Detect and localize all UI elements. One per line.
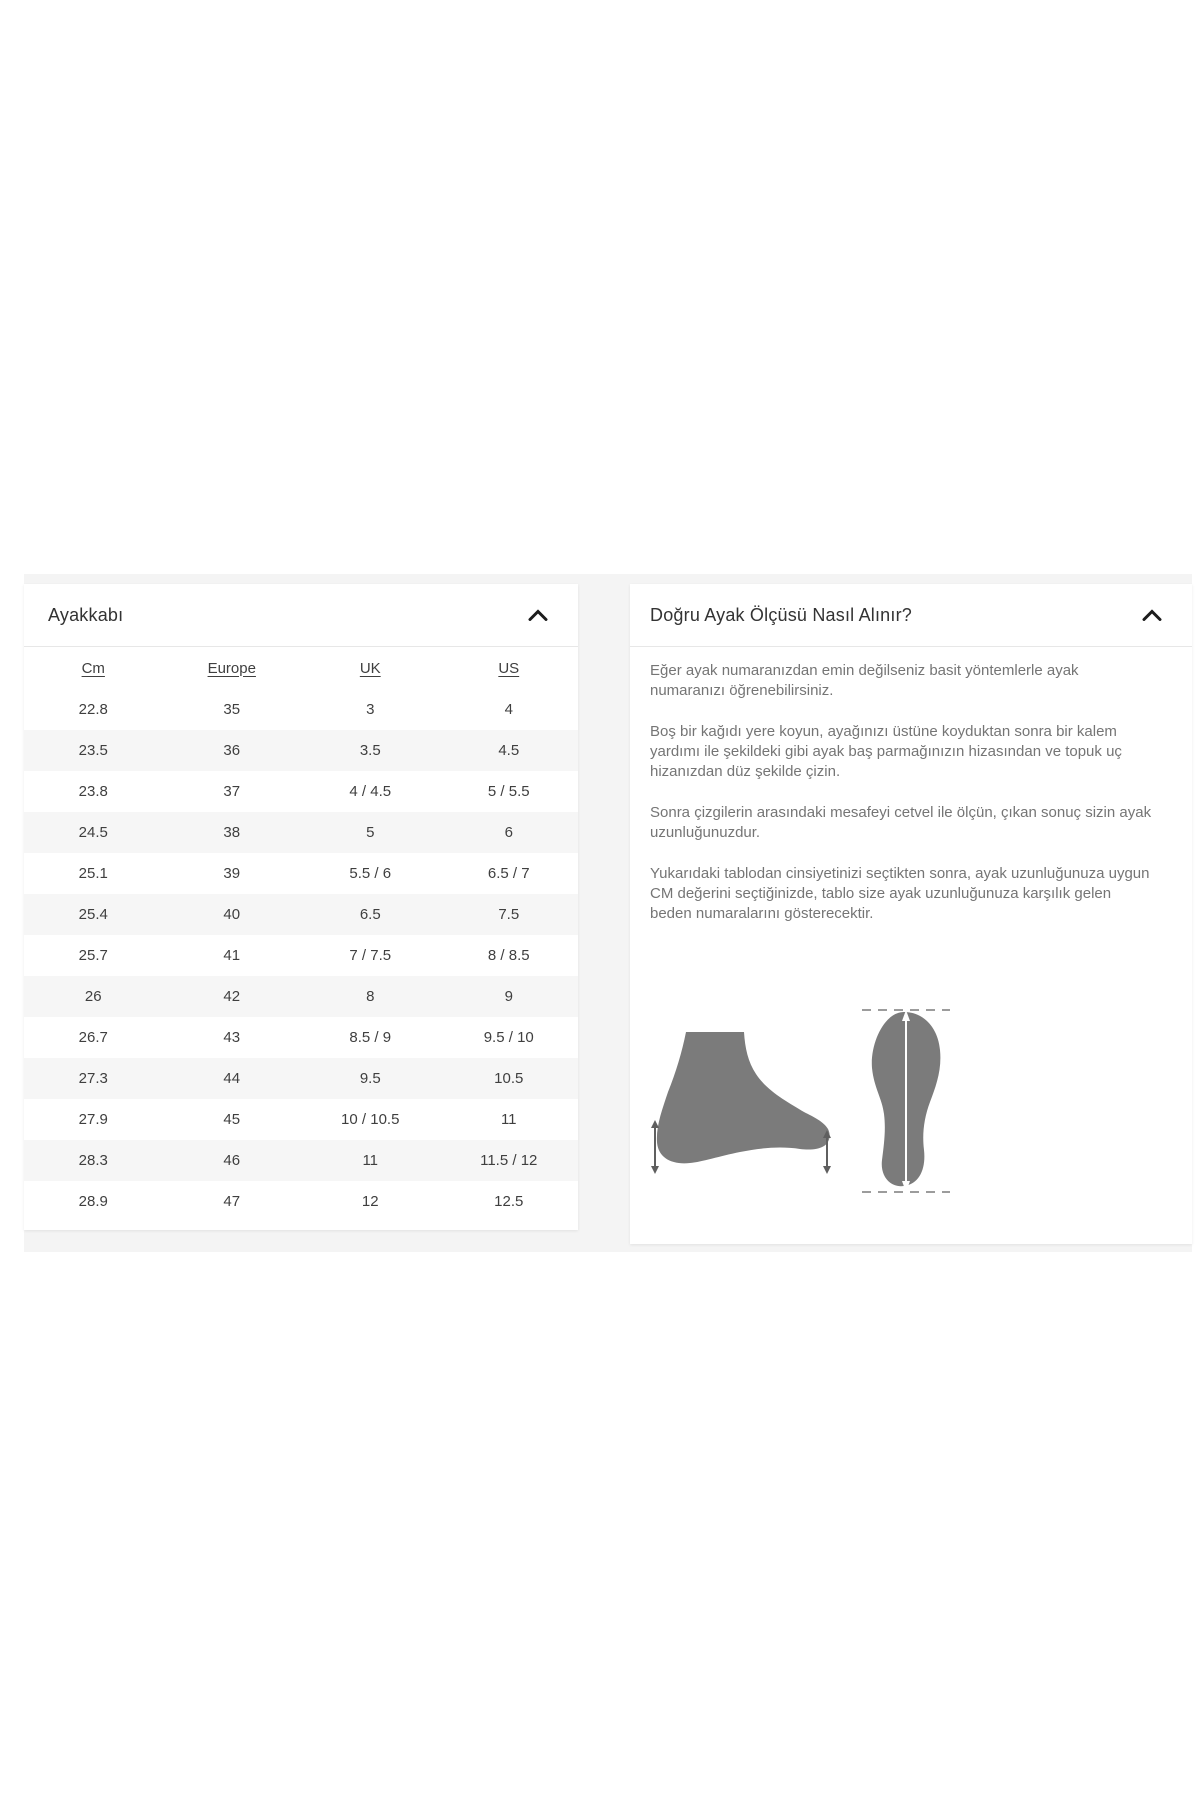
- size-cell[interactable]: 6: [504, 824, 513, 841]
- size-cell[interactable]: 11: [500, 1111, 517, 1128]
- size-cell[interactable]: 26.7: [78, 1029, 108, 1046]
- size-cell[interactable]: 27.3: [78, 1070, 108, 1087]
- size-cell[interactable]: 47: [223, 1193, 241, 1210]
- size-row[interactable]: [24, 894, 578, 935]
- size-row[interactable]: [24, 976, 578, 1017]
- size-row[interactable]: [24, 771, 578, 812]
- size-cell[interactable]: 4.5: [498, 742, 520, 759]
- size-cell[interactable]: 39: [223, 865, 241, 882]
- size-cell[interactable]: 7.5: [498, 906, 520, 923]
- size-cell[interactable]: 45: [223, 1111, 241, 1128]
- size-cell[interactable]: 11.5 / 12: [480, 1152, 538, 1169]
- size-cell[interactable]: 46: [223, 1152, 241, 1169]
- size-cell[interactable]: 3.5: [359, 742, 381, 759]
- size-cell[interactable]: 6.5 / 7: [487, 865, 530, 882]
- size-cell[interactable]: 7 / 7.5: [349, 947, 392, 964]
- size-row[interactable]: [24, 935, 578, 976]
- size-cell[interactable]: 23.8: [78, 783, 108, 800]
- size-row[interactable]: [24, 1140, 578, 1181]
- footprint-outline-illustration: [858, 1002, 954, 1200]
- size-cell[interactable]: 41: [223, 947, 241, 964]
- size-cell[interactable]: 12: [361, 1193, 379, 1210]
- size-row[interactable]: [24, 1181, 578, 1222]
- foot-illustrations: [650, 1002, 1152, 1200]
- guide-paragraph: Eğer ayak numaranızdan emin değilseniz basit yöntemlerle ayak numaranızı öğrenebilirsiniz.: [650, 662, 1079, 699]
- measurement-guide-card: [630, 584, 1192, 1244]
- column-header-cm[interactable]: Cm: [81, 659, 105, 677]
- size-cell[interactable]: 22.8: [78, 701, 108, 718]
- size-cell[interactable]: 9.5 / 10: [483, 1029, 534, 1046]
- size-cell[interactable]: 42: [223, 988, 241, 1005]
- size-cell[interactable]: 38: [223, 824, 241, 841]
- size-cell[interactable]: 36: [223, 742, 241, 759]
- size-cell[interactable]: 23.5: [78, 742, 108, 759]
- size-cell[interactable]: 26: [84, 988, 102, 1005]
- guide-paragraph: Sonra çizgilerin arasındaki mesafeyi cetvel ile ölçün, çıkan sonuç sizin ayak uzunluğunuzdur.: [650, 804, 1152, 841]
- size-cell[interactable]: 6.5: [359, 906, 381, 923]
- size-cell[interactable]: 10.5: [494, 1070, 524, 1087]
- size-cell[interactable]: 9.5: [359, 1070, 381, 1087]
- size-row[interactable]: [24, 689, 578, 730]
- size-cell[interactable]: 8.5 / 9: [349, 1029, 392, 1046]
- size-row[interactable]: [24, 730, 578, 771]
- size-row[interactable]: [24, 1099, 578, 1140]
- size-cell[interactable]: 25.1: [78, 865, 108, 882]
- size-cell[interactable]: 43: [223, 1029, 241, 1046]
- size-cell[interactable]: 28.3: [78, 1152, 108, 1169]
- size-cell[interactable]: 12.5: [494, 1193, 524, 1210]
- guide-paragraph: Boş bir kağıdı yere koyun, ayağınızı üstüne koyduktan sonra bir kalem yardımı ile şekildeki gibi ayak baş parmağınızın hizasından ve topuk uç hizanızdan düz şekilde çizin.: [650, 723, 1122, 780]
- column-header-uk[interactable]: UK: [359, 659, 381, 677]
- guide-paragraph: Yukarıdaki tablodan cinsiyetinizi seçtikten sonra, ayak uzunluğunuza uygun CM değerini seçtiğinizde, tablo size ayak uzunluğunuza karşılık gelen beden numaralarını gösterecektir.: [650, 865, 1150, 922]
- measurement-guide-accordion-header[interactable]: [630, 584, 1192, 647]
- toe-measure-arrow: [823, 1130, 831, 1174]
- size-cell[interactable]: 27.9: [78, 1111, 108, 1128]
- size-cell[interactable]: 5.5 / 6: [349, 865, 392, 882]
- size-table: [24, 647, 578, 1222]
- column-header-us[interactable]: US: [498, 659, 520, 677]
- size-table-column-row: [24, 647, 578, 689]
- size-row[interactable]: [24, 1058, 578, 1099]
- size-cell[interactable]: 9: [504, 988, 513, 1005]
- size-table-card: [24, 584, 578, 1230]
- size-cell[interactable]: 35: [223, 701, 241, 718]
- size-table-body: [24, 689, 578, 1222]
- size-cell[interactable]: 4 / 4.5: [349, 783, 392, 800]
- measurement-guide-title: Doğru Ayak Ölçüsü Nasıl Alınır?: [650, 604, 912, 625]
- guide-paragraphs: [650, 661, 1152, 924]
- chevron-up-icon[interactable]: [1142, 609, 1162, 621]
- size-cell[interactable]: 44: [223, 1070, 241, 1087]
- size-cell[interactable]: 5: [366, 824, 375, 841]
- size-cell[interactable]: 24.5: [78, 824, 108, 841]
- size-guide-section: [24, 574, 1192, 1252]
- size-cell[interactable]: 3: [366, 701, 375, 718]
- size-cell[interactable]: 37: [223, 783, 241, 800]
- size-cell[interactable]: 10 / 10.5: [341, 1111, 400, 1128]
- size-cell[interactable]: 25.4: [78, 906, 108, 923]
- size-table-title: Ayakkabı: [48, 604, 124, 625]
- size-row[interactable]: [24, 853, 578, 894]
- size-row[interactable]: [24, 812, 578, 853]
- column-header-europe[interactable]: Europe: [207, 659, 256, 677]
- size-cell[interactable]: 5 / 5.5: [487, 783, 530, 800]
- measurement-guide-body: [630, 647, 1192, 1200]
- size-table-accordion-header[interactable]: [24, 584, 578, 647]
- chevron-up-icon[interactable]: [528, 609, 548, 621]
- size-row[interactable]: [24, 1017, 578, 1058]
- size-cell[interactable]: 8: [366, 988, 375, 1005]
- size-cell[interactable]: 11: [362, 1152, 379, 1169]
- foot-side-profile-illustration: [650, 1032, 832, 1174]
- size-cell[interactable]: 28.9: [78, 1193, 108, 1210]
- size-cell[interactable]: 8 / 8.5: [487, 947, 530, 964]
- size-cell[interactable]: 40: [223, 906, 241, 923]
- size-cell[interactable]: 25.7: [78, 947, 108, 964]
- size-cell[interactable]: 4: [504, 701, 513, 718]
